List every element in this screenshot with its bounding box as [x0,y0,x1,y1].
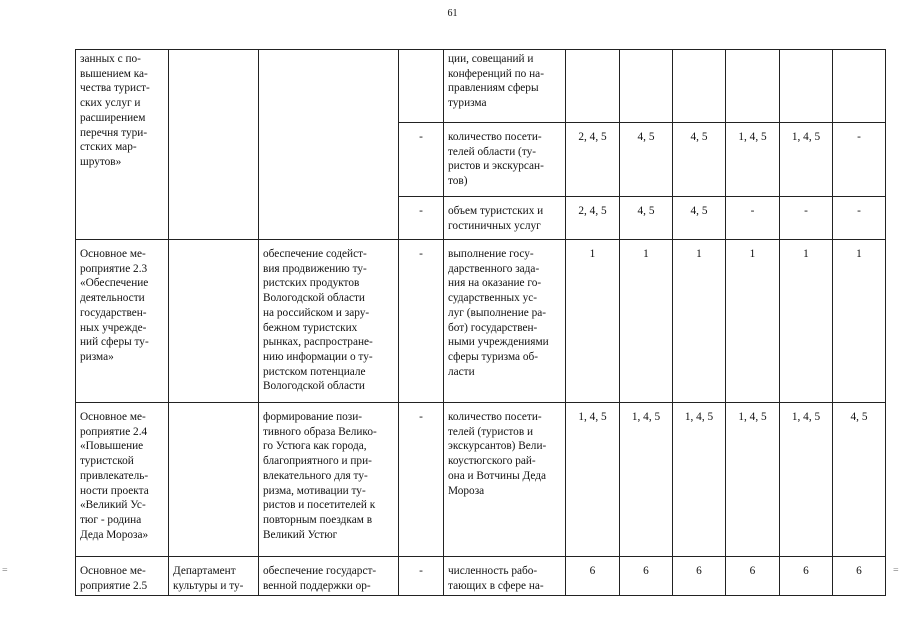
responsible-cell [169,240,259,403]
page-number: 61 [447,8,458,19]
responsible-cell [169,50,259,240]
value-cell: 6 [780,557,833,596]
value-cell: - [833,197,886,240]
value-cell [833,50,886,123]
table-row [76,50,886,123]
value-cell [780,50,833,123]
objective-cell: обеспечение государст- венной поддержки ор- [259,557,399,596]
marker-cell: - [399,123,444,197]
value-cell: 6 [673,557,726,596]
value-cell: 1, 4, 5 [566,403,620,557]
table-row [76,557,886,596]
value-cell: 6 [566,557,620,596]
marker-cell: - [399,557,444,596]
value-cell: 2, 4, 5 [566,123,620,197]
value-cell: - [780,197,833,240]
program-measures-table [75,49,886,596]
right-edge-mark: = [893,565,899,576]
value-cell: 4, 5 [673,197,726,240]
indicator-cell: количество посети- телей области (ту- ристов и экскурсан- тов) [444,123,566,197]
value-cell: 6 [726,557,780,596]
value-cell: 1, 4, 5 [780,123,833,197]
value-cell: 6 [620,557,673,596]
responsible-cell [169,403,259,557]
value-cell: 1, 4, 5 [726,123,780,197]
value-cell: 1, 4, 5 [726,403,780,557]
indicator-cell: объем туристских и гостиничных услуг [444,197,566,240]
indicator-cell: количество посети- телей (туристов и экскурсантов) Вели- коустюгского рай- она и Вотчины Деда Мороза [444,403,566,557]
value-cell: 1, 4, 5 [673,403,726,557]
value-cell: 4, 5 [673,123,726,197]
value-cell: 1, 4, 5 [620,403,673,557]
value-cell: 4, 5 [833,403,886,557]
measure-name-cell: Основное ме- роприятие 2.3 «Обеспечение деятельности государствен- ных учрежде- ний сферы ту- ризма» [76,240,169,403]
value-cell [726,50,780,123]
value-cell: 6 [833,557,886,596]
marker-cell: - [399,240,444,403]
value-cell: 4, 5 [620,197,673,240]
objective-cell: обеспечение содейст- вия продвижению ту- ристских продуктов Вологодской области на российском и зару- бежном туристских рынках, распростране- нию информации о ту- ристском потенциале Вологодской области [259,240,399,403]
value-cell [673,50,726,123]
table-row [76,403,886,557]
value-cell: 2, 4, 5 [566,197,620,240]
marker-cell: - [399,197,444,240]
indicator-cell: ции, совещаний и конференций по на- правлениям сферы туризма [444,50,566,123]
marker-cell: - [399,403,444,557]
value-cell: - [726,197,780,240]
value-cell: 1, 4, 5 [780,403,833,557]
responsible-cell: Департамент культуры и ту- [169,557,259,596]
objective-cell [259,50,399,240]
marker-cell [399,50,444,123]
objective-cell: формирование пози- тивного образа Велико- го Устюга как города, благоприятного и при- влекательного для ту- ризма, мотивации ту- ристов и посетителей к повторным поездкам в Великий Устюг [259,403,399,557]
value-cell: 1 [620,240,673,403]
indicator-cell: численность рабо- тающих в сфере на- [444,557,566,596]
table-row [76,240,886,403]
measure-name-cell: занных с по- вышением ка- чества турист- ских услуг и расширением перечня тури- стских мар- шрутов» [76,50,169,240]
indicator-cell: выполнение госу- дарственного зада- ния на оказание го- сударственных ус- луг (выполнение ра- бот) государствен- ными учреждениями сферы туризма об- ласти [444,240,566,403]
value-cell [566,50,620,123]
measure-name-cell: Основное ме- роприятие 2.5 [76,557,169,596]
value-cell: 1 [780,240,833,403]
value-cell: 1 [566,240,620,403]
value-cell: 1 [726,240,780,403]
value-cell: - [833,123,886,197]
value-cell: 4, 5 [620,123,673,197]
left-edge-mark: = [2,565,8,576]
value-cell: 1 [673,240,726,403]
value-cell: 1 [833,240,886,403]
measure-name-cell: Основное ме- роприятие 2.4 «Повышение туристской привлекатель- ности проекта «Великий Ус- тюг - родина Деда Мороза» [76,403,169,557]
value-cell [620,50,673,123]
